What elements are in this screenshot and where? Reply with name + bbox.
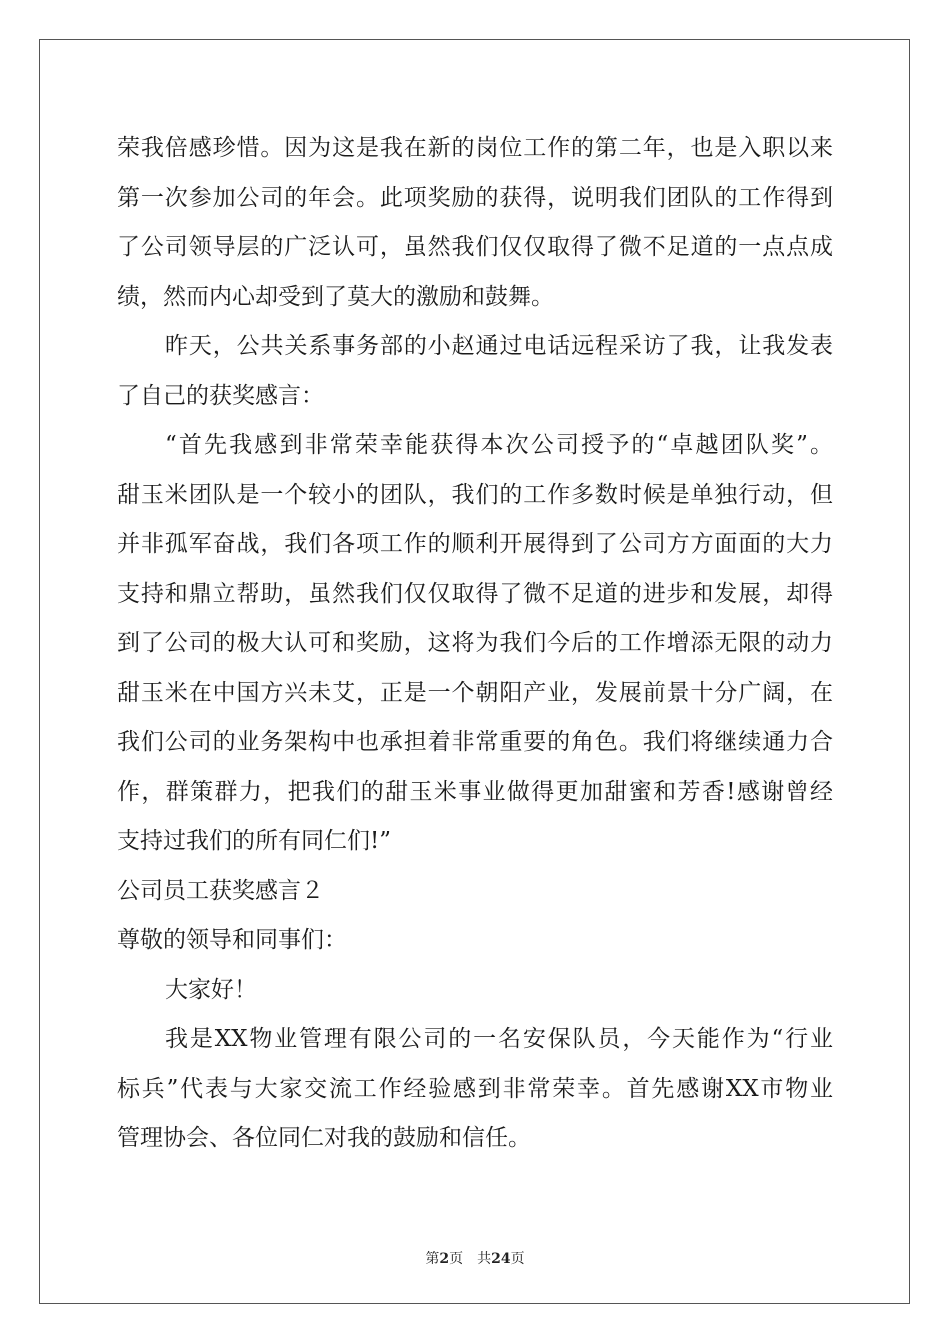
text-line: 并非孤军奋战，我们各项工作的顺利开展得到了公司方方面面的大力 xyxy=(117,531,833,557)
text-line: 甜玉米在中国方兴未艾，正是一个朝阳产业，发展前景十分广阔，在 xyxy=(117,679,833,706)
page-total: 24 xyxy=(491,1251,511,1267)
page-suffix: 页 xyxy=(510,1251,525,1267)
section-heading: 公司员工获奖感言２ xyxy=(117,877,324,904)
text-line: 甜玉米团队是一个较小的团队，我们的工作多数时候是单独行动，但 xyxy=(117,481,833,508)
text-line: 到了公司的极大认可和奖励，这将为我们今后的工作增添无限的动力 xyxy=(117,630,833,656)
text-line: 管理协会、各位同仁对我的鼓励和信任。 xyxy=(117,1125,531,1151)
text-line: 支持和鼎立帮助，虽然我们仅仅取得了微不足道的进步和发展，却得 xyxy=(117,580,833,607)
text-line: 我是XX物业管理有限公司的一名安保队员，今天能作为“行业 xyxy=(165,1026,833,1052)
page-footer xyxy=(0,1248,950,1268)
text-line: 了公司领导层的广泛认可，虽然我们仅仅取得了微不足道的一点点成 xyxy=(117,234,833,260)
text-line: 昨天，公共关系事务部的小赵通过电话远程采访了我，让我发表 xyxy=(165,333,833,359)
salutation: 尊敬的领导和同事们： xyxy=(117,927,347,953)
page-mid: 页 共 xyxy=(449,1251,492,1267)
text-line: 了自己的获奖感言： xyxy=(117,382,324,409)
text-line: “首先我感到非常荣幸能获得本次公司授予的“卓越团队奖”。 xyxy=(165,432,833,458)
text-line: 绩，然而内心却受到了莫大的激励和鼓舞。 xyxy=(117,283,554,310)
text-line: 第一次参加公司的年会。此项奖励的获得，说明我们团队的工作得到 xyxy=(117,184,833,211)
page-current: 2 xyxy=(439,1251,450,1267)
text-line: 荣我倍感珍惜。因为这是我在新的岗位工作的第二年，也是入职以来 xyxy=(117,135,833,161)
text-line: 支持过我们的所有同仁们!” xyxy=(117,828,392,854)
text-line: 标兵”代表与大家交流工作经验感到非常荣幸。首先感谢XX市物业 xyxy=(117,1075,833,1102)
page-prefix: 第 xyxy=(425,1251,440,1267)
greeting: 大家好！ xyxy=(165,976,257,1003)
document-body xyxy=(117,124,833,1164)
text-line: 作，群策群力，把我们的甜玉米事业做得更加甜蜜和芳香!感谢曾经 xyxy=(117,778,833,805)
text-line: 我们公司的业务架构中也承担着非常重要的角色。我们将继续通力合 xyxy=(117,729,833,755)
